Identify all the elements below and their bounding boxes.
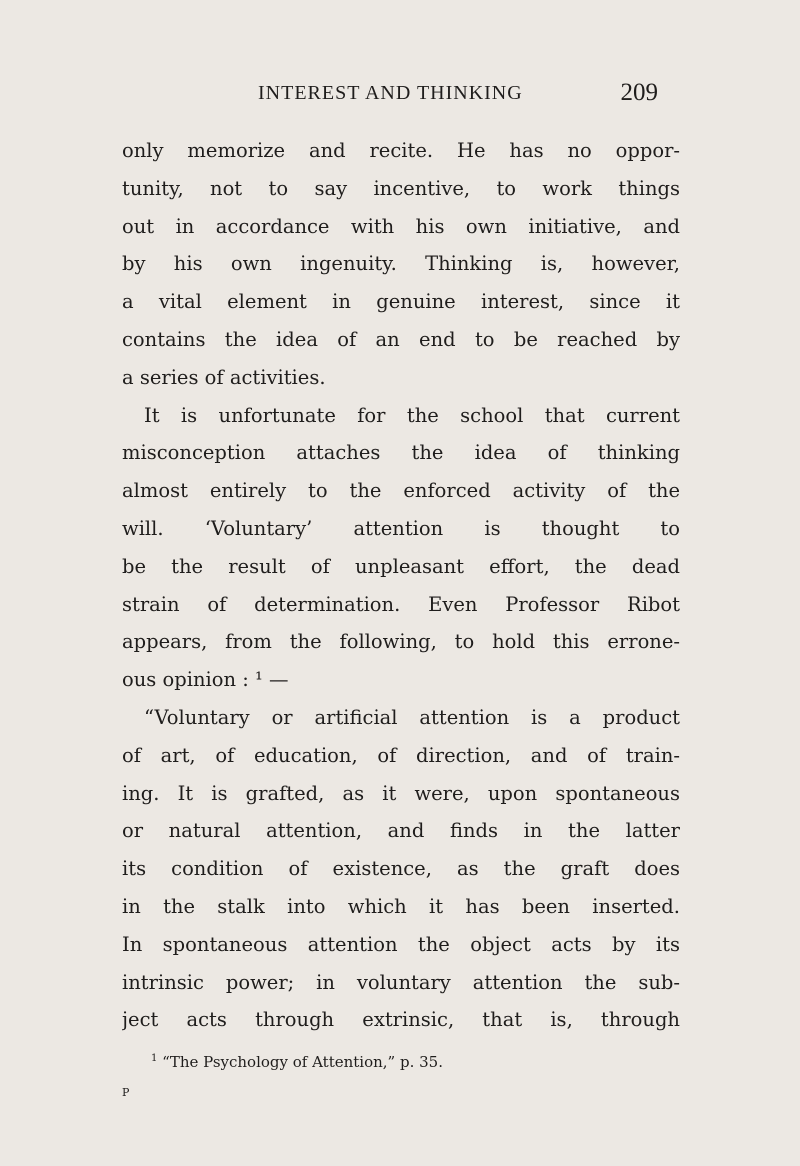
- text-line: its condition of existence, as the graft does: [122, 857, 680, 881]
- text-line: ject acts through extrinsic, that is, through: [122, 1008, 680, 1032]
- text-line: misconception attaches the idea of thinking: [122, 441, 680, 465]
- footnote-text: “The Psychology of Attention,” p. 35.: [162, 1053, 443, 1071]
- text-line: out in accordance with his own initiative, and: [122, 214, 680, 238]
- text-line: It is unfortunate for the school that current: [144, 403, 680, 427]
- text-line: by his own ingenuity. Thinking is, however,: [122, 252, 680, 276]
- text-line: a vital element in genuine interest, since it: [122, 290, 680, 314]
- text-line: almost entirely to the enforced activity of the: [122, 479, 680, 503]
- signature-mark: P: [122, 1086, 130, 1099]
- page-number: 209: [620, 79, 658, 106]
- body-text: [122, 132, 680, 1039]
- footnote: [151, 1053, 443, 1071]
- text-line: in the stalk into which it has been inserted.: [122, 894, 680, 918]
- text-line: “Voluntary or artificial attention is a product: [144, 705, 680, 729]
- text-line: intrinsic power; in voluntary attention the sub-: [122, 970, 680, 994]
- text-line: ing. It is grafted, as it were, upon spontaneous: [122, 781, 680, 805]
- text-line: a series of activities.: [122, 365, 326, 389]
- text-line: tunity, not to say incentive, to work things: [122, 176, 680, 200]
- text-line: contains the idea of an end to be reached by: [122, 327, 680, 351]
- text-line: only memorize and recite. He has no oppor-: [122, 139, 680, 162]
- text-line: In spontaneous attention the object acts by its: [122, 932, 680, 956]
- text-line: will. ‘Voluntary’ attention is thought to: [122, 516, 680, 540]
- text-line: strain of determination. Even Professor Ribot: [122, 592, 680, 616]
- text-line: appears, from the following, to hold this errone-: [122, 630, 680, 654]
- text-line: of art, of education, of direction, and of train-: [122, 743, 680, 767]
- text-line: or natural attention, and finds in the latter: [122, 819, 680, 843]
- text-line: be the result of unpleasant effort, the dead: [122, 554, 680, 578]
- running-head: [120, 79, 680, 112]
- text-line: ous opinion : ¹ —: [122, 668, 289, 692]
- footnote-marker: 1: [151, 1053, 158, 1064]
- running-title: INTEREST AND THINKING: [258, 82, 523, 104]
